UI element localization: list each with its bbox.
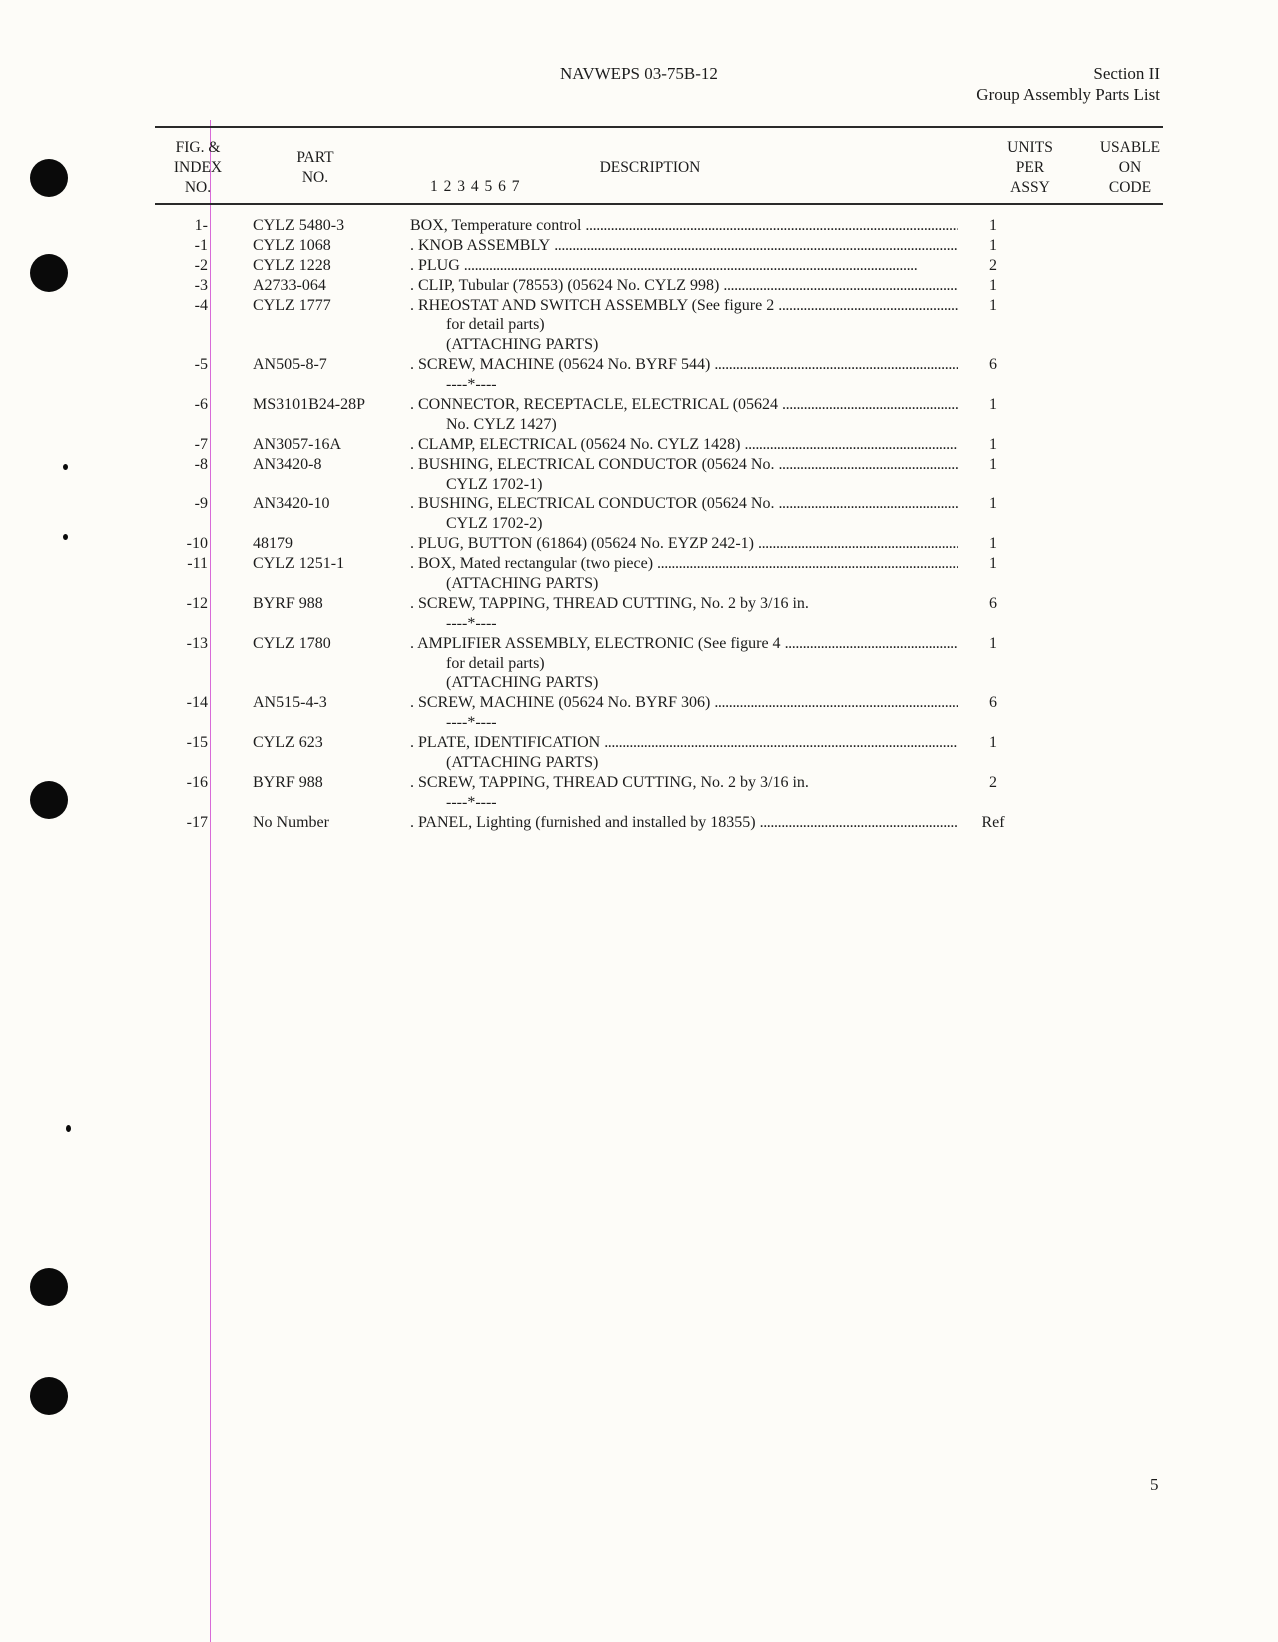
description-text: . SCREW, TAPPING, THREAD CUTTING, No. 2 by 3/16 in. <box>410 773 809 791</box>
description-text: . BOX, Mated rectangular (two piece) <box>410 555 654 573</box>
description <box>410 554 958 574</box>
index-number: -15 <box>186 734 208 752</box>
description-text: . PLUG <box>410 256 460 274</box>
part-number: BYRF 988 <box>253 773 323 791</box>
description-continuation: ----*---- <box>446 793 497 811</box>
index-number: -2 <box>194 256 208 274</box>
col-header-line: INDEX <box>173 159 223 176</box>
description <box>410 216 958 236</box>
index-number: -10 <box>186 535 208 553</box>
col-header-line: ASSY <box>1010 179 1050 196</box>
units-per-assy: 1 <box>989 396 997 414</box>
units-per-assy: 1 <box>989 634 997 652</box>
description <box>410 773 958 793</box>
table-row <box>0 355 1278 395</box>
description <box>410 455 958 475</box>
description <box>410 355 958 375</box>
row-continuation-line <box>0 514 1278 534</box>
row-continuation-line <box>0 315 1278 335</box>
row-continuation-line <box>0 793 1278 813</box>
table-row <box>0 236 1278 256</box>
punch-hole <box>30 1377 68 1415</box>
row-main-line <box>0 236 1278 256</box>
description-text: . PLATE, IDENTIFICATION <box>410 734 601 752</box>
header-rule <box>155 126 1163 128</box>
units-per-assy: 6 <box>989 694 997 712</box>
row-continuation-line <box>0 673 1278 693</box>
row-main-line <box>0 634 1278 654</box>
col-header-line: FIG. & <box>175 139 221 156</box>
row-continuation-line <box>0 415 1278 435</box>
part-number: BYRF 988 <box>253 594 323 612</box>
part-number: AN3057-16A <box>253 435 341 453</box>
col-header-line: NO. <box>184 179 212 196</box>
part-number: AN515-4-3 <box>253 694 327 712</box>
index-number: -11 <box>187 555 208 573</box>
page-number: 5 <box>1150 1475 1159 1494</box>
table-row <box>0 435 1278 455</box>
description <box>410 634 958 654</box>
index-number: -3 <box>194 276 208 294</box>
description <box>410 435 958 455</box>
units-per-assy: 1 <box>989 217 997 234</box>
col-header-line: CODE <box>1108 179 1152 196</box>
index-number: -12 <box>186 594 208 612</box>
table-row <box>0 216 1278 236</box>
index-number: -4 <box>194 296 208 314</box>
row-main-line <box>0 455 1278 475</box>
table-row <box>0 773 1278 813</box>
row-main-line <box>0 494 1278 514</box>
table-row <box>0 594 1278 634</box>
dot-leader <box>785 634 958 654</box>
description-text: . RHEOSTAT AND SWITCH ASSEMBLY (See figure 2 <box>410 296 775 314</box>
parts-table <box>0 216 1278 833</box>
table-row <box>0 395 1278 435</box>
units-per-assy: 6 <box>989 356 997 374</box>
units-per-assy: 1 <box>989 555 997 573</box>
table-row <box>0 813 1278 833</box>
description-continuation: No. CYLZ 1427) <box>446 415 557 433</box>
part-number: CYLZ 1780 <box>253 634 331 652</box>
dot-leader <box>778 494 958 514</box>
description <box>410 236 958 256</box>
table-row <box>0 554 1278 594</box>
index-number: -16 <box>186 773 208 791</box>
dot-leader <box>778 455 958 475</box>
description <box>410 395 958 415</box>
description-text: . CLIP, Tubular (78553) (05624 No. CYLZ 998) <box>410 276 720 294</box>
col-header-line: NO. <box>301 169 329 186</box>
table-row <box>0 296 1278 356</box>
units-per-assy: 1 <box>989 734 997 752</box>
units-per-assy: 1 <box>989 535 997 553</box>
description-continuation: for detail parts) <box>446 316 545 334</box>
dot-leader <box>778 296 958 316</box>
description-text: . SCREW, TAPPING, THREAD CUTTING, No. 2 by 3/16 in. <box>410 594 809 612</box>
table-row <box>0 494 1278 534</box>
row-main-line <box>0 256 1278 276</box>
indent-levels: 1 2 3 4 5 6 7 <box>430 178 520 195</box>
part-number: 48179 <box>253 535 293 553</box>
part-number: AN3420-8 <box>253 455 322 473</box>
description-text: . SCREW, MACHINE (05624 No. BYRF 544) <box>410 356 711 374</box>
row-main-line <box>0 534 1278 554</box>
dot-leader <box>657 554 958 574</box>
table-row <box>0 634 1278 694</box>
description-text: . BUSHING, ELECTRICAL CONDUCTOR (05624 No. <box>410 455 775 473</box>
part-number: CYLZ 5480-3 <box>253 217 345 234</box>
description <box>410 813 958 833</box>
row-main-line <box>0 594 1278 614</box>
index-number: -14 <box>186 694 208 712</box>
part-number: No Number <box>253 813 329 831</box>
index-number: 1- <box>194 217 208 234</box>
description <box>410 594 958 614</box>
index-number: -5 <box>194 356 208 374</box>
description-continuation: (ATTACHING PARTS) <box>446 754 599 772</box>
description-continuation: ----*---- <box>446 376 497 394</box>
units-per-assy: 1 <box>989 296 997 314</box>
section-label: Section II <box>1093 64 1160 83</box>
dot-leader <box>723 276 958 296</box>
part-number: CYLZ 1068 <box>253 236 331 254</box>
description-text: . BUSHING, ELECTRICAL CONDUCTOR (05624 No. <box>410 495 775 513</box>
row-continuation-line <box>0 574 1278 594</box>
col-header-index <box>158 138 238 198</box>
description-text: . CLAMP, ELECTRICAL (05624 No. CYLZ 1428) <box>410 435 741 453</box>
col-header-usable <box>1090 138 1170 198</box>
row-continuation-line <box>0 614 1278 634</box>
units-per-assy: 1 <box>989 495 997 513</box>
index-number: -9 <box>194 495 208 513</box>
punch-hole <box>30 159 68 197</box>
units-per-assy: Ref <box>981 813 1005 831</box>
dot-leader <box>554 236 958 256</box>
row-continuation-line <box>0 753 1278 773</box>
units-per-assy: 2 <box>989 256 997 274</box>
dot-leader <box>714 693 958 713</box>
part-number: MS3101B24-28P <box>253 396 366 414</box>
dot-leader <box>585 216 958 236</box>
row-main-line <box>0 813 1278 833</box>
description-text: . PLUG, BUTTON (61864) (05624 No. EYZP 242-1) <box>410 535 754 553</box>
index-number: -13 <box>186 634 208 652</box>
index-number: -8 <box>194 455 208 473</box>
part-number: CYLZ 1228 <box>253 256 331 274</box>
table-row <box>0 733 1278 773</box>
part-number: A2733-064 <box>253 276 326 294</box>
col-header-line: PER <box>1015 159 1045 176</box>
description-text: . PANEL, Lighting (furnished and installed by 18355) <box>410 813 756 831</box>
units-per-assy: 1 <box>989 276 997 294</box>
dot-leader <box>714 355 958 375</box>
units-per-assy: 1 <box>989 236 997 254</box>
units-per-assy: 2 <box>989 773 997 791</box>
col-header-line: ON <box>1118 159 1142 176</box>
description <box>410 296 958 316</box>
row-main-line <box>0 216 1278 236</box>
punch-hole <box>30 1268 68 1306</box>
table-row <box>0 276 1278 296</box>
dot-leader <box>604 733 958 753</box>
row-main-line <box>0 435 1278 455</box>
table-row <box>0 455 1278 495</box>
part-number: AN3420-10 <box>253 495 330 513</box>
dot-leader <box>760 813 958 833</box>
table-header-rule <box>155 203 1163 205</box>
description <box>410 693 958 713</box>
speck <box>66 1125 71 1132</box>
units-per-assy: 1 <box>989 435 997 453</box>
description-text: BOX, Temperature control <box>410 217 582 234</box>
col-header-line: USABLE <box>1099 139 1161 156</box>
row-main-line <box>0 395 1278 415</box>
description-continuation: CYLZ 1702-2) <box>446 515 543 533</box>
units-per-assy: 1 <box>989 455 997 473</box>
row-main-line <box>0 276 1278 296</box>
description <box>410 256 958 276</box>
index-number: -1 <box>194 236 208 254</box>
row-main-line <box>0 554 1278 574</box>
col-header-description: DESCRIPTION <box>599 159 701 176</box>
section-title: Group Assembly Parts List <box>976 85 1160 104</box>
dot-leader <box>464 256 958 276</box>
row-continuation-line <box>0 335 1278 355</box>
table-row <box>0 256 1278 276</box>
row-main-line <box>0 355 1278 375</box>
part-number: AN505-8-7 <box>253 356 327 374</box>
row-continuation-line <box>0 375 1278 395</box>
description-continuation: CYLZ 1702-1) <box>446 475 543 493</box>
description <box>410 276 958 296</box>
dot-leader <box>782 395 958 415</box>
description-text: . CONNECTOR, RECEPTACLE, ELECTRICAL (05624 <box>410 396 779 414</box>
description-continuation: (ATTACHING PARTS) <box>446 336 599 354</box>
row-main-line <box>0 773 1278 793</box>
row-main-line <box>0 693 1278 713</box>
description <box>410 494 958 514</box>
description <box>410 733 958 753</box>
part-number: CYLZ 623 <box>253 734 323 752</box>
row-continuation-line <box>0 654 1278 674</box>
part-number: CYLZ 1777 <box>253 296 331 314</box>
units-per-assy: 6 <box>989 594 997 612</box>
table-row <box>0 693 1278 733</box>
col-header-part <box>270 148 360 188</box>
index-number: -7 <box>194 435 208 453</box>
document-number: NAVWEPS 03-75B-12 <box>560 64 718 83</box>
row-main-line <box>0 733 1278 753</box>
description-continuation: ----*---- <box>446 614 497 632</box>
index-number: -17 <box>186 813 208 831</box>
part-number: CYLZ 1251-1 <box>253 555 345 573</box>
col-header-line: PART <box>296 149 334 166</box>
table-row <box>0 534 1278 554</box>
row-continuation-line <box>0 713 1278 733</box>
dot-leader <box>758 534 958 554</box>
description-continuation: (ATTACHING PARTS) <box>446 674 599 692</box>
description-text: . AMPLIFIER ASSEMBLY, ELECTRONIC (See figure 4 <box>410 634 781 652</box>
index-number: -6 <box>194 396 208 414</box>
description-continuation: (ATTACHING PARTS) <box>446 575 599 593</box>
description-text: . KNOB ASSEMBLY <box>410 236 551 254</box>
dot-leader <box>745 435 958 455</box>
col-header-line: UNITS <box>1007 139 1053 156</box>
description-continuation: for detail parts) <box>446 654 545 672</box>
description <box>410 534 958 554</box>
col-header-units <box>990 138 1070 198</box>
row-main-line <box>0 296 1278 316</box>
description-continuation: ----*---- <box>446 714 497 732</box>
description-text: . SCREW, MACHINE (05624 No. BYRF 306) <box>410 694 711 712</box>
row-continuation-line <box>0 475 1278 495</box>
